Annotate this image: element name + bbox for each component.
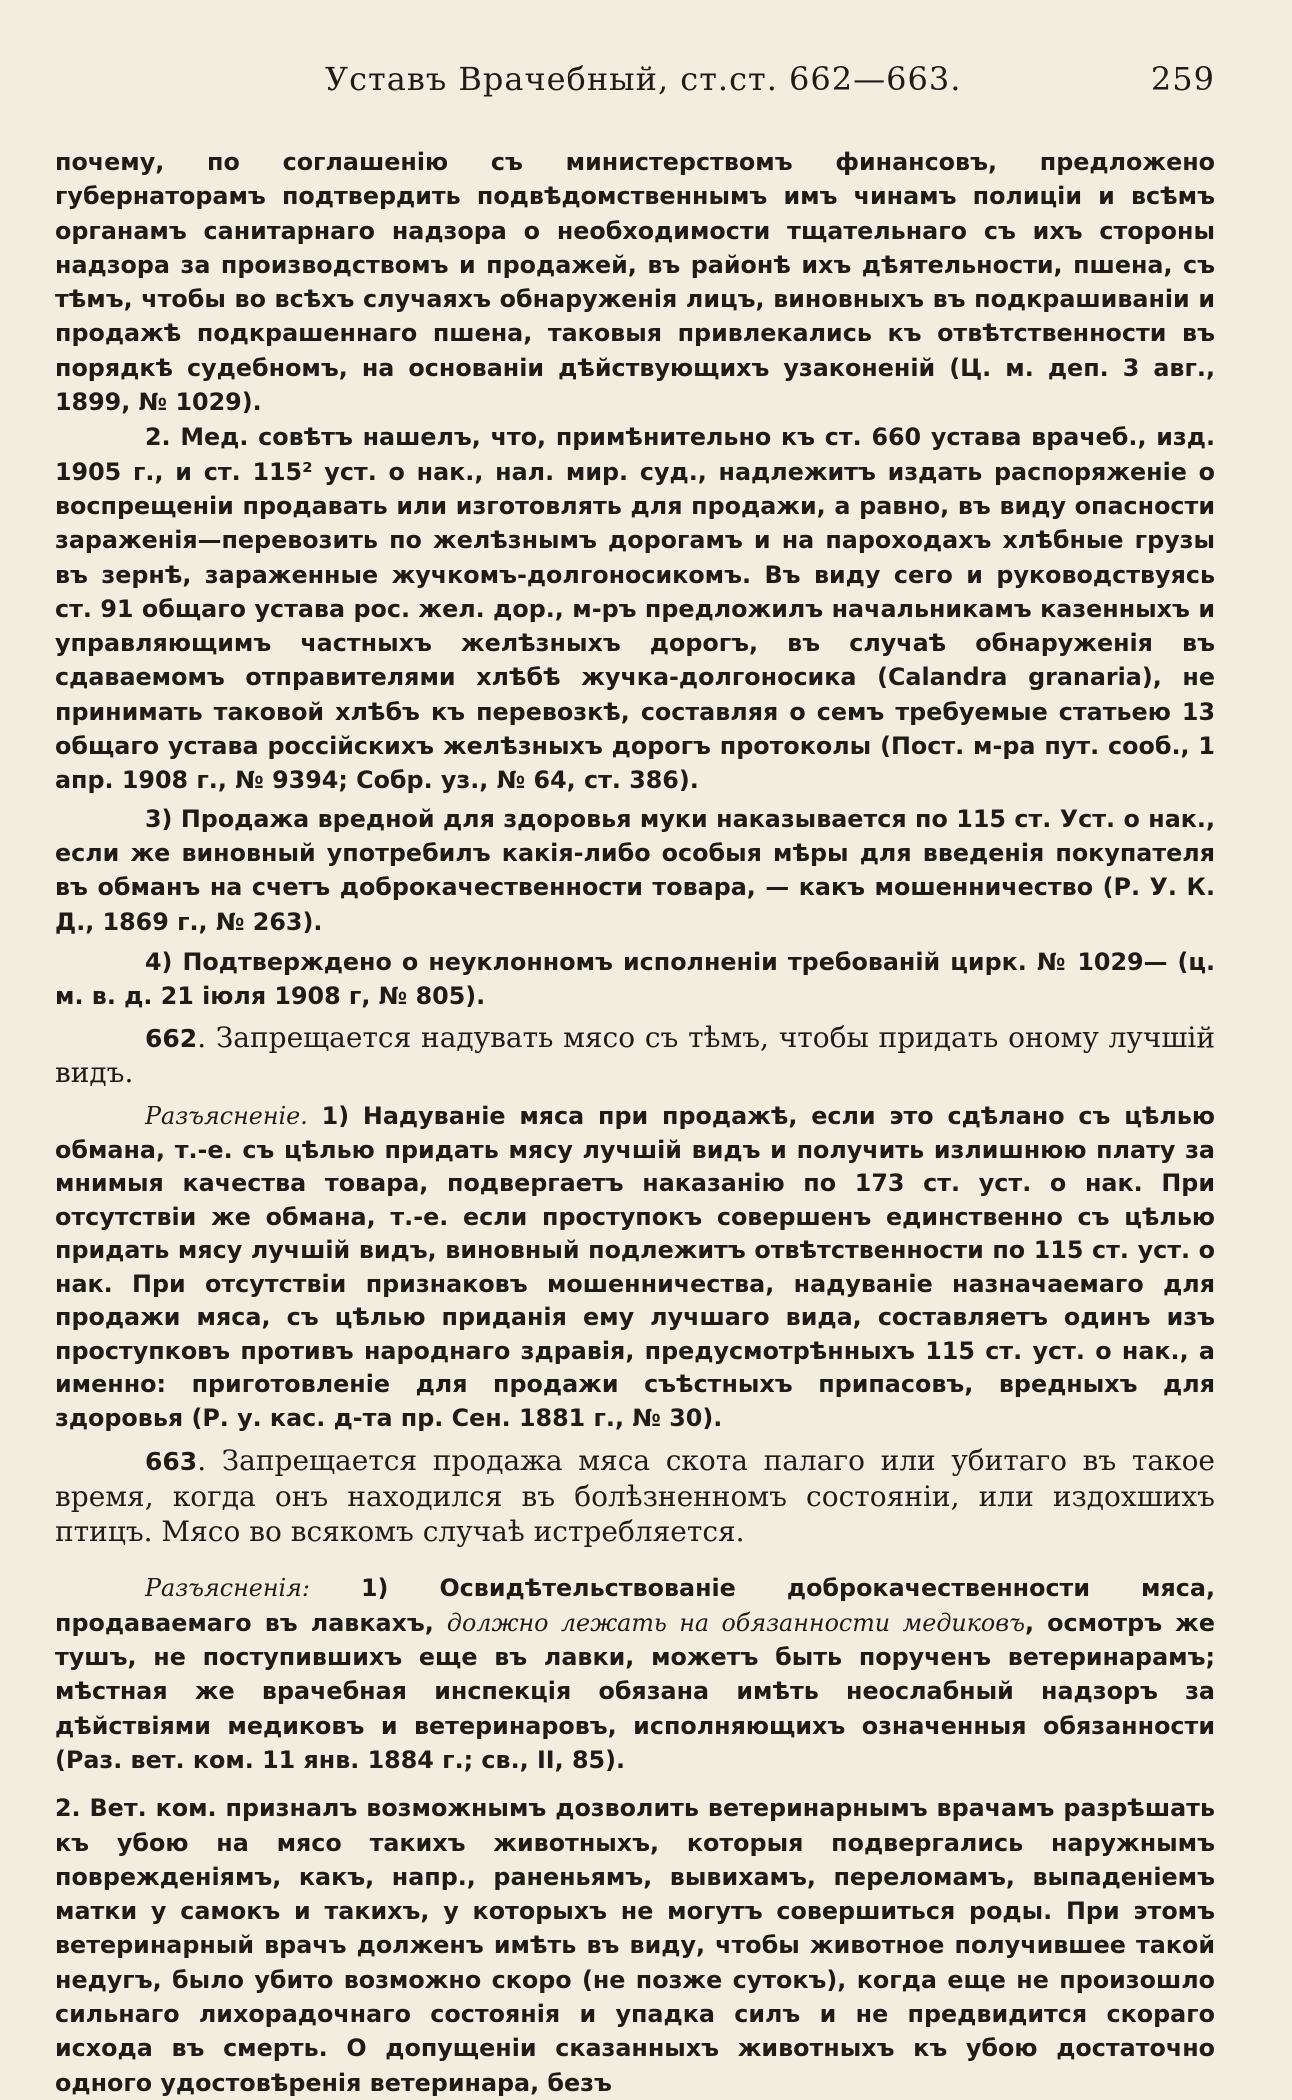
explanation-662 [55, 1100, 1215, 1435]
explanation-label: Разъясненіе. [145, 1102, 308, 1131]
explanation-text-cont: , осмотръ же тушъ, не поступившихъ еще въ лавки, можетъ быть порученъ ветеринарамъ; мѣстная же врачебная инспекція обязана имѣть неослабный надзоръ за дѣйствіями медиковъ и ветеринаровъ, исполняющихъ означенныя обязанности (Раз. вет. ком. 11 янв. 1884 г.; св., II, 85). [55, 1608, 1215, 1774]
article-663 [55, 1443, 1215, 1549]
explanation-text: 1) Надуваніе мяса при продажѣ, если это сдѣлано съ цѣлью обмана, т.-е. съ цѣлью придать мясу лучшій видъ и получить излишнюю плату за мнимыя качества товара, подвергаетъ наказанію по 173 ст. уст. о нак. При отсутствіи же обмана, т.-е. если проступокъ совершенъ единственно съ цѣлью придать мясу лучшій видъ, виновный подлежитъ отвѣтственности по 115 ст. уст. о нак. При отсутствіи признаковъ мошенничества, надуваніе назначаемаго для продажи мяса, съ цѣлью приданія ему лучшаго вида, составляетъ одинъ изъ проступковъ противъ народнаго здравія, предусмотрѣнныхъ 115 ст. уст. о нак., а именно: приготовленіе для продажи съѣстныхъ припасовъ, вредныхъ для здоровья (Р. у. кас. д-та пр. Сен. 1881 г., № 30). [55, 1102, 1215, 1432]
article-number: 662 [145, 1024, 198, 1054]
article-text: . Запрещается надувать мясо съ тѣмъ, чтобы придать оному лучшій видъ. [55, 1021, 1215, 1090]
page-number: 259 [1150, 60, 1215, 98]
paragraph-note-3: 3) Продажа вредной для здоровья муки наказывается по 115 ст. Уст. о нак., если же виновный употребилъ какія-либо особыя мѣры для введенія покупателя въ обманъ на счетъ доброкачественности товара, — какъ мошенничество (Р. У. К. Д., 1869 г., № 263). [55, 804, 1215, 936]
paragraph-note-4: 4) Подтверждено о неуклонномъ исполненіи требованій цирк. № 1029— (ц. м. в. д. 21 іюля 1908 г, № 805). [55, 947, 1215, 1011]
running-header [55, 60, 1215, 110]
main-text [55, 145, 1215, 2100]
article-text: . Запрещается продажа мяса скота палаго или убитаго въ такое время, когда онъ находился въ болѣзненномъ состояніи, или издохшихъ птицъ. Мясо во всякомъ случаѣ истребляется. [55, 1444, 1215, 1549]
paragraph-note-2: 2. Мед. совѣтъ нашелъ, что, примѣнительно къ ст. 660 устава врачеб., изд. 1905 г., и ст. 115² уст. о нак., нал. мир. суд., надлежитъ издать распоряженіе о воспрещеніи продавать или изготовлять для продажи, а равно, въ виду опасности зараженія—перевозить по желѣзнымъ дорогамъ и на пароходахъ хлѣбные грузы въ зернѣ, зараженные жучкомъ-долгоносикомъ. Въ виду сего и руководствуясь ст. 91 общаго устава рос. жел. дор., м-ръ предложилъ начальникамъ казенныхъ и управляющимъ частныхъ желѣзныхъ дорогъ, въ случаѣ обнаруженія въ сдаваемомъ отправителями хлѣбѣ жучка-долгоносика (Calandra granaria), не принимать таковой хлѣбъ къ перевозкѣ, составляя о семъ требуемые статьею 13 общаго устава россійскихъ желѣзныхъ дорогъ протоколы (Пост. м-ра пут. сооб., 1 апр. 1908 г., № 9394; Собр. уз., № 64, ст. 386). [55, 423, 1215, 795]
explanation-italic-text: должно лежать на обязанности медиковъ [446, 1608, 1025, 1637]
running-title: Уставъ Врачебный, ст.ст. 662—663. [325, 60, 962, 98]
explanation-label: Разъясненія: [145, 1574, 310, 1603]
article-662 [55, 1021, 1215, 1090]
explanation-text: 1) Освидѣтельствованіе доброкачественности мяса, продаваемаго въ лавкахъ, [55, 1574, 1215, 1637]
paragraph-continued: почему, по соглашенію съ министерствомъ финансовъ, предложено губернаторамъ подтвердить подвѣдомственнымъ имъ чинамъ полиціи и всѣмъ органамъ санитарнаго надзора о необходимости тщательнаго съ ихъ стороны надзора за производствомъ и продажей, въ районѣ ихъ дѣятельности, пшена, съ тѣмъ, чтобы во всѣхъ случаяхъ обнаруженія лицъ, виновныхъ въ подкрашиваніи и продажѣ подкрашеннаго пшена, таковыя привлекались къ отвѣтственности въ порядкѣ судебномъ, на основаніи дѣйствующихъ узаконеній (Ц. м. деп. 3 авг., 1899, № 1029). [55, 148, 1215, 417]
article-number: 663 [145, 1447, 198, 1477]
explanation-663-1 [55, 1571, 1215, 1777]
explanation-663-2: 2. Вет. ком. призналъ возможнымъ дозволить ветеринарнымъ врачамъ разрѣшать къ убою на мясо такихъ животныхъ, которыя подвергались наружнымъ поврежденіямъ, какъ, напр., раненьямъ, вывихамъ, переломамъ, выпаденіемъ матки у самокъ и такихъ, у которыхъ не могутъ совершиться роды. При этомъ ветеринарный врачъ долженъ имѣть въ виду, чтобы животное получившее такой недугъ, было убито возможно скоро (не позже сутокъ), когда еще не произошло сильнаго лихорадочнаго состоянія и упадка силъ и не предвидится скораго исхода въ смерть. О допущеніи сказанныхъ животныхъ къ убою достаточно одного удостовѣренія ветеринара, безъ [55, 1794, 1215, 2097]
